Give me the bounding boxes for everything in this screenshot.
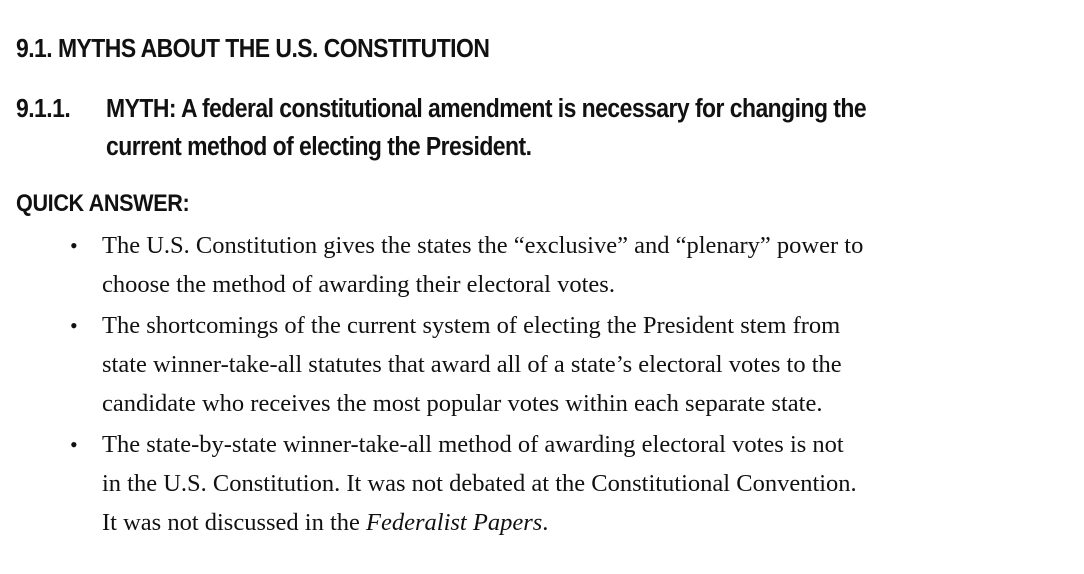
list-item <box>16 425 1066 542</box>
subsection-title-line-2: current method of electing the President. <box>106 133 532 161</box>
text-after-title: . <box>542 509 549 536</box>
book-title-italic: Federalist Papers <box>366 509 543 536</box>
subsection-number: 9.1.1. <box>16 95 71 123</box>
list-item-line: candidate who receives the most popular votes within each separate state. <box>102 390 823 417</box>
list-item-line: The state-by-state winner-take-all method of awarding electoral votes is not <box>102 431 844 458</box>
document-page <box>16 30 1066 544</box>
subsection-title <box>106 90 1066 166</box>
subsection-heading <box>16 90 1066 166</box>
list-item-line: state winner-take-all statutes that award all of a state’s electoral votes to the <box>102 351 842 378</box>
list-item-line: The U.S. Constitution gives the states the “exclusive” and “plenary” power to <box>102 232 864 259</box>
list-item <box>16 306 1066 423</box>
text-before-title: It was not discussed in the <box>102 509 367 536</box>
bullet-icon: • <box>70 432 78 457</box>
list-item-line: choose the method of awarding their electoral votes. <box>102 271 615 298</box>
quick-answer-list <box>16 226 1066 542</box>
section-heading: 9.1. MYTHS ABOUT THE U.S. CONSTITUTION <box>16 35 490 63</box>
list-item-line: The shortcomings of the current system of electing the President stem from <box>102 312 841 339</box>
list-item-line: in the U.S. Constitution. It was not debated at the Constitutional Convention. <box>102 470 857 497</box>
bullet-icon: • <box>70 313 78 338</box>
list-item <box>16 226 1066 304</box>
quick-answer-label: QUICK ANSWER: <box>16 190 190 217</box>
list-item-line-last <box>102 503 1066 542</box>
subsection-title-line-1: MYTH: A federal constitutional amendment is necessary for changing the <box>106 95 867 123</box>
bullet-icon: • <box>70 233 78 258</box>
